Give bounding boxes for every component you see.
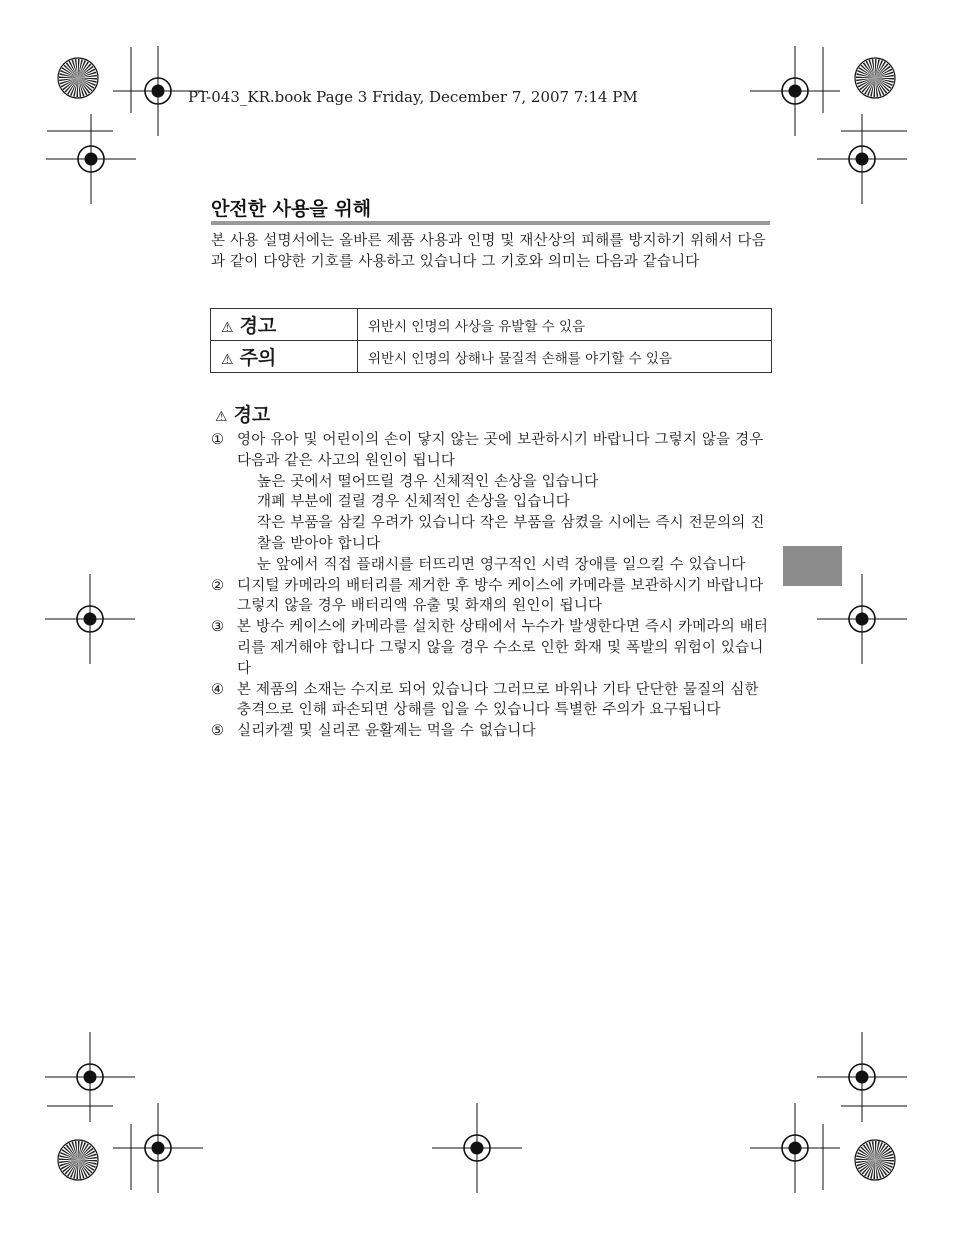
list-item [211, 617, 771, 679]
list-item [211, 430, 771, 576]
sub-item: 눈 앞에서 직접 플래시를 터뜨리면 영구적인 시력 장애를 일으킬 수 있습니다 [257, 556, 746, 573]
item-number: ② [211, 577, 225, 594]
item-text: 본 방수 케이스에 카메라를 설치한 상태에서 누수가 발생한다면 즉시 카메라의 배터리를 제거해야 합니다 그렇지 않을 경우 수소로 인한 화재 및 폭발의 위험이 있습니다 [237, 619, 769, 677]
intro-paragraph: 본 사용 설명서에는 올바른 제품 사용과 인명 및 재산상의 피해를 방지하기 위해서 다음과 같이 다양한 기호를 사용하고 있습니다 그 기호와 의미는 다음과 같습니다 [211, 233, 766, 270]
warning-triangle-icon: ⚠ [221, 352, 234, 368]
warning-heading [215, 400, 270, 427]
item-number: ⑤ [211, 723, 225, 740]
item-number: ① [211, 432, 225, 448]
item-text: 실리카겔 및 실리콘 윤활제는 먹을 수 없습니다 [237, 723, 536, 740]
list-item [211, 721, 771, 742]
sub-item: 작은 부품을 삼킬 우려가 있습니다 작은 부품을 삼켰을 시에는 즉시 전문의의 진찰을 받아야 합니다 [257, 515, 765, 552]
symbol-legend-table [210, 308, 772, 373]
symbol-cell [211, 309, 358, 341]
item-number: ③ [211, 619, 225, 636]
warning-list [211, 430, 771, 742]
title-rule [211, 221, 770, 225]
item-number: ④ [211, 681, 225, 698]
sub-item: 개폐 부분에 걸릴 경우 신체적인 손상을 입습니다 [257, 494, 570, 511]
list-item [211, 576, 771, 618]
book-header-line: PT-043_KR.book Page 3 Friday, December 7, 2007 7:14 PM [188, 88, 638, 106]
symbol-description: 위반시 인명의 사상을 유발할 수 있음 [358, 309, 772, 341]
warning-heading-label: 경고 [233, 404, 271, 426]
item-text: 본 제품의 소재는 수지로 되어 있습니다 그러므로 바위나 기타 단단한 물질의 심한 충격으로 인해 파손되면 상해를 입을 수 있습니다 특별한 주의가 요구됩니다 [237, 681, 759, 719]
symbol-label: 경고 [239, 315, 277, 337]
warning-triangle-icon: ⚠ [221, 320, 234, 336]
sub-item: 높은 곳에서 떨어뜨릴 경우 신체적인 손상을 입습니다 [257, 473, 599, 490]
section-tab-marker [783, 546, 842, 586]
list-item [211, 680, 771, 722]
symbol-label: 주의 [239, 347, 277, 369]
item-text: 영아 유아 및 어린이의 손이 닿지 않는 곳에 보관하시기 바랍니다 그렇지 않을 경우 다음과 같은 사고의 원인이 됩니다 [237, 432, 764, 469]
warning-triangle-icon: ⚠ [215, 409, 228, 425]
item-text: 디지털 카메라의 배터리를 제거한 후 방수 케이스에 카메라를 보관하시기 바랍니다 그렇지 않을 경우 배터리액 유출 및 화재의 원인이 됩니다 [237, 577, 764, 615]
symbol-row-warning [211, 309, 772, 341]
section-title: 안전한 사용을 위해 [211, 198, 372, 220]
symbol-cell [211, 341, 358, 373]
symbol-description: 위반시 인명의 상해나 물질적 손해를 야기할 수 있음 [358, 341, 772, 373]
symbol-row-caution [211, 341, 772, 373]
